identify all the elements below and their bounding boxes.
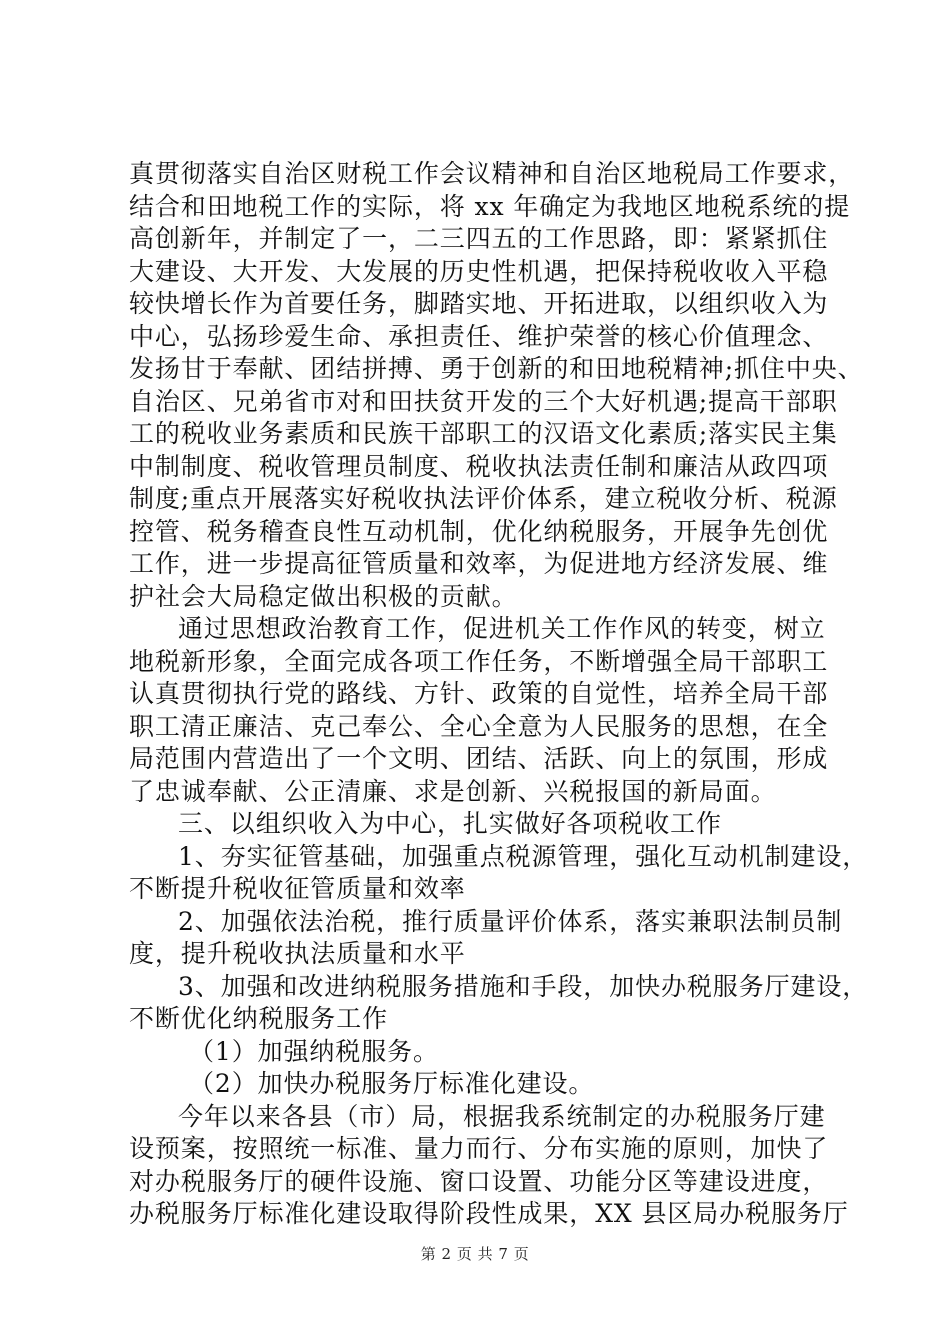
text-line: 对办税服务厅的硬件设施、窗口设置、功能分区等建设进度， <box>129 1166 829 1196</box>
text-line: 发扬甘于奉献、团结拼搏、勇于创新的和田地税精神;抓住中央、 <box>129 354 864 383</box>
sub-item-2: （2）加快办税服务厅标准化建设。 <box>189 1069 595 1098</box>
text-line: 真贯彻落实自治区财税工作会议精神和自治区地税局工作要求， <box>129 159 855 188</box>
text-line: 工作，进一步提高征管质量和效率，为促进地方经济发展、维 <box>129 549 829 578</box>
text-line: 不断优化纳税服务工作 <box>129 1004 389 1033</box>
text-line: 控管、税务稽查良性互动机制，优化纳税服务，开展争先创优 <box>129 516 829 546</box>
text-line: 了忠诚奉献、公正清廉、求是创新、兴税报国的新局面。 <box>129 776 777 806</box>
text-line: 高创新年，并制定了一，二三四五的工作思路，即：紧紧抓住 <box>129 224 829 253</box>
document-body <box>129 158 869 1231</box>
text-line: 制度;重点开展落实好税收执法评价体系，建立税收分析、税源 <box>129 484 838 513</box>
paragraph-first-line: 今年以来各县（市）局，根据我系统制定的办税服务厅建 <box>178 1101 826 1131</box>
text-line: 局范围内营造出了一个文明、团结、活跃、向上的氛围，形成 <box>129 744 829 773</box>
text-line: 护社会大局稳定做出积极的贡献。 <box>129 581 518 611</box>
text-line: 中心，弘扬珍爱生命、承担责任、维护荣誉的核心价值理念、 <box>129 321 829 351</box>
list-item-2: 2、加强依法治税，推行质量评价体系，落实兼职法制员制 <box>178 906 843 936</box>
text-line: 办税服务厅标准化建设取得阶段性成果，XX 县区局办税服务厅 <box>129 1199 849 1228</box>
section-heading: 三、以组织收入为中心，扎实做好各项税收工作 <box>178 809 722 838</box>
text-line: 不断提升税收征管质量和效率 <box>129 874 466 903</box>
text-line: 中制制度、税收管理员制度、税收执法责任制和廉洁从政四项 <box>129 451 829 481</box>
text-line: 大建设、大开发、大发展的历史性机遇，把保持税收收入平稳 <box>129 256 829 286</box>
list-item-1: 1、夯实征管基础，加强重点税源管理，强化互动机制建设， <box>178 841 869 871</box>
sub-item-1: （1）加强纳税服务。 <box>189 1036 439 1066</box>
text-line: 结合和田地税工作的实际，将 xx 年确定为我地区地税系统的提 <box>129 191 851 221</box>
text-line: 设预案，按照统一标准、量力而行、分布实施的原则，加快了 <box>129 1134 829 1163</box>
text-line: 较快增长作为首要任务，脚踏实地、开拓进取，以组织收入为 <box>129 289 829 318</box>
text-line: 认真贯彻执行党的路线、方针、政策的自觉性，培养全局干部 <box>129 679 829 708</box>
text-line: 职工清正廉洁、克己奉公、全心全意为人民服务的思想，在全 <box>129 711 829 741</box>
text-line: 度，提升税收执法质量和水平 <box>129 939 466 968</box>
text-line: 自治区、兄弟省市对和田扶贫开发的三个大好机遇;提高干部职 <box>129 386 838 416</box>
page-number-footer: 第 2 页 共 7 页 <box>420 1245 530 1263</box>
paragraph-first-line: 通过思想政治教育工作，促进机关工作作风的转变，树立 <box>178 614 826 643</box>
text-line: 工的税收业务素质和民族干部职工的汉语文化素质;落实民主集 <box>129 419 838 448</box>
text-line: 地税新形象，全面完成各项工作任务，不断增强全局干部职工 <box>129 646 829 676</box>
list-item-3: 3、加强和改进纳税服务措施和手段，加快办税服务厅建设， <box>178 971 869 1001</box>
